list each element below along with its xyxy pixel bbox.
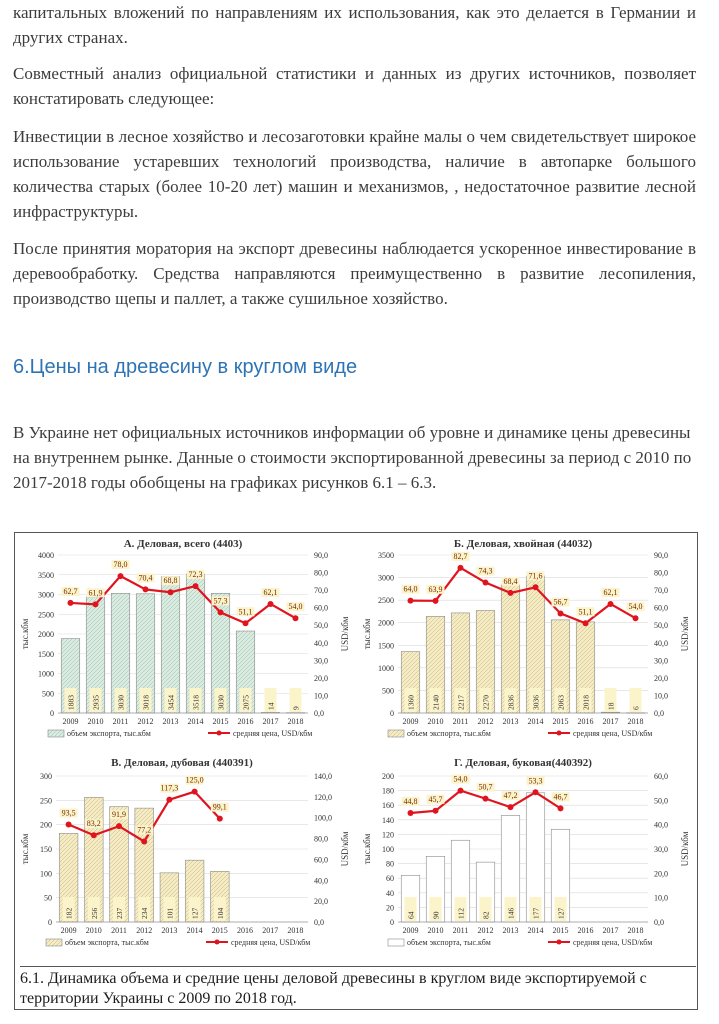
- y2-tick-label: 50,0: [314, 621, 328, 631]
- y-tick-label: 2500: [38, 610, 54, 620]
- price-point: [533, 584, 539, 590]
- x-tick-label: 2011: [111, 926, 127, 935]
- legend-line-label: средняя цена, USD/кбм: [233, 729, 313, 738]
- y-tick-label: 500: [42, 689, 54, 699]
- bar-data-label: 64: [406, 911, 416, 919]
- y-axis-label: тыс.кбм: [20, 833, 30, 865]
- paragraph-investments-intro: капитальных вложений по направлениям их использования, как это делается в Германии и других странах.: [13, 3, 696, 47]
- y2-tick-label: 60,0: [654, 603, 668, 613]
- price-data-label: 53,3: [528, 776, 543, 786]
- y2-tick-label: 80,0: [314, 568, 328, 578]
- chart-b-coniferous: [358, 535, 696, 747]
- x-tick-label: 2009: [62, 717, 79, 726]
- y-tick-label: 120: [382, 830, 394, 840]
- price-data-label: 45,7: [428, 794, 443, 804]
- price-data-label: 54,0: [288, 602, 303, 612]
- y-tick-label: 2000: [38, 630, 54, 639]
- y2-tick-label: 70,0: [654, 586, 668, 596]
- y2-tick-label: 0,0: [654, 918, 664, 927]
- bar-data-label: 3518: [191, 695, 201, 710]
- chart-c-svg: [16, 754, 356, 964]
- y2-tick-label: 60,0: [314, 603, 328, 613]
- x-tick-label: 2012: [477, 717, 494, 726]
- legend-line-label: средняя цена, USD/кбм: [573, 729, 653, 738]
- bar-data-label: 3454: [166, 695, 176, 710]
- y2-tick-label: 20,0: [314, 897, 328, 907]
- price-data-label: 47,2: [503, 791, 518, 801]
- price-data-label: 44,8: [403, 796, 418, 806]
- paragraph-price-sources: В Украине нет официальных источников информации об уровне и динамике цены древесины на внутреннем рынке. Данные о стоимости экспортированной древесины за период с 2010 по 2017-2018 годы обобщены на графиках рисунков 6.1 – 6.3.: [13, 423, 692, 492]
- y-axis-label: тыс.кбм: [362, 618, 372, 650]
- x-tick-label: 2013: [162, 717, 179, 726]
- price-data-label: 91,9: [112, 810, 126, 820]
- legend-bar-swatch: [388, 939, 404, 946]
- y2-tick-label: 0,0: [314, 709, 324, 718]
- x-tick-label: 2013: [161, 926, 178, 935]
- x-tick-label: 2017: [602, 926, 619, 935]
- legend-line-marker: [557, 731, 562, 736]
- y-tick-label: 3000: [378, 573, 394, 583]
- x-tick-label: 2015: [552, 717, 569, 726]
- legend-line-marker: [215, 940, 220, 945]
- bar-data-label: 3036: [531, 695, 541, 710]
- price-data-label: 68,4: [503, 576, 518, 586]
- price-data-label: 54,0: [628, 602, 643, 612]
- y2-tick-label: 30,0: [654, 656, 668, 666]
- chart-c-oak: [16, 754, 356, 964]
- chart-c-title: В. Деловая, дубовая (440391): [111, 757, 253, 769]
- y-tick-label: 100: [382, 845, 394, 854]
- bar-data-label: 2063: [556, 695, 566, 710]
- y2-axis-label: USD/кбм: [340, 831, 350, 867]
- bar-data-label: 256: [89, 907, 99, 919]
- bar-data-label: 9: [291, 706, 301, 710]
- price-data-label: 82,7: [453, 551, 468, 561]
- bar-data-label: 2075: [241, 695, 251, 710]
- y-tick-label: 80: [386, 859, 394, 869]
- y-tick-label: 20: [386, 903, 394, 913]
- bar-data-label: 82: [481, 911, 491, 919]
- legend-line-label: средняя цена, USD/кбм: [231, 938, 311, 947]
- bar-data-label: 127: [190, 907, 200, 919]
- x-tick-label: 2012: [136, 926, 153, 935]
- price-data-label: 93,5: [61, 808, 76, 818]
- x-tick-label: 2013: [502, 717, 519, 726]
- x-tick-label: 2016: [237, 717, 254, 726]
- y2-tick-label: 60,0: [314, 855, 328, 865]
- price-point: [483, 796, 489, 802]
- y2-axis-label: USD/кбм: [680, 831, 690, 867]
- y-tick-label: 200: [40, 820, 52, 830]
- y-tick-label: 4000: [38, 551, 54, 560]
- chart-a-total: [16, 535, 356, 747]
- bar-data-label: 182: [64, 907, 74, 919]
- price-data-label: 51,1: [238, 607, 253, 617]
- y2-tick-label: 80,0: [314, 834, 328, 844]
- y2-tick-label: 30,0: [654, 845, 668, 854]
- y2-tick-label: 40,0: [314, 876, 328, 886]
- x-tick-label: 2017: [262, 926, 279, 935]
- price-point: [583, 620, 589, 626]
- y2-tick-label: 20,0: [654, 869, 668, 879]
- y-tick-label: 500: [382, 686, 394, 696]
- price-point: [243, 620, 249, 626]
- chart-d-svg: [358, 754, 696, 964]
- price-data-label: 57,3: [213, 596, 228, 606]
- x-tick-label: 2016: [577, 926, 594, 935]
- y2-tick-label: 40,0: [654, 820, 668, 830]
- y2-tick-label: 10,0: [654, 893, 668, 903]
- y-tick-label: 60: [386, 874, 394, 884]
- chart-b-svg: [358, 535, 696, 747]
- legend-bar-label: объем экспорта, тыс.кбм: [407, 938, 491, 947]
- price-data-label: 117,3: [160, 783, 179, 793]
- x-tick-label: 2017: [262, 717, 279, 726]
- y-tick-label: 1000: [38, 669, 54, 679]
- price-data-label: 64,0: [403, 584, 418, 594]
- y-tick-label: 1500: [38, 649, 54, 659]
- y2-tick-label: 10,0: [314, 691, 328, 701]
- bar-data-label: 1360: [406, 695, 416, 710]
- price-point: [558, 610, 564, 616]
- x-tick-label: 2010: [427, 926, 444, 935]
- price-point: [433, 598, 439, 604]
- price-data-label: 70,4: [138, 573, 153, 583]
- bar-data-label: 2217: [456, 695, 466, 710]
- legend-line-marker: [557, 940, 562, 945]
- y-tick-label: 2000: [378, 618, 394, 628]
- y-tick-label: 0: [48, 918, 52, 927]
- x-tick-label: 2015: [211, 926, 228, 935]
- price-data-label: 72,3: [188, 570, 203, 580]
- y-tick-label: 2500: [378, 596, 394, 606]
- y-tick-label: 200: [382, 772, 394, 781]
- x-tick-label: 2015: [552, 926, 569, 935]
- price-point: [168, 589, 174, 595]
- y-tick-label: 3500: [38, 570, 54, 580]
- y2-tick-label: 20,0: [654, 673, 668, 683]
- y2-tick-label: 60,0: [654, 772, 668, 781]
- x-tick-label: 2018: [287, 926, 304, 935]
- y2-tick-label: 140,0: [314, 772, 332, 781]
- price-point: [293, 615, 299, 621]
- price-point: [508, 804, 514, 810]
- y-tick-label: 50: [44, 893, 52, 903]
- price-point: [192, 789, 198, 795]
- price-point: [217, 816, 223, 822]
- legend-bar-label: объем экспорта, тыс.кбм: [67, 729, 151, 738]
- price-point: [508, 590, 514, 596]
- price-point: [193, 583, 199, 589]
- y-tick-label: 160: [382, 801, 394, 811]
- y2-axis-label: USD/кбм: [340, 616, 350, 652]
- legend-line-label: средняя цена, USD/кбм: [573, 938, 653, 947]
- price-data-label: 68,8: [163, 576, 178, 586]
- price-point: [93, 601, 99, 607]
- x-tick-label: 2011: [452, 717, 469, 726]
- x-tick-label: 2013: [502, 926, 519, 935]
- legend-line-marker: [217, 731, 222, 736]
- price-point: [118, 573, 124, 579]
- bar-data-label: 3030: [116, 695, 126, 710]
- legend-bar-swatch: [388, 730, 404, 737]
- bar-data-label: 237: [115, 907, 124, 919]
- y-tick-label: 1000: [378, 663, 394, 673]
- bar-data-label: 2935: [91, 695, 101, 710]
- y-tick-label: 300: [40, 772, 52, 781]
- y-axis-label: тыс.кбм: [20, 618, 30, 650]
- price-data-label: 62,1: [263, 587, 278, 597]
- bar-data-label: 14: [266, 702, 276, 710]
- y-tick-label: 0: [50, 709, 54, 718]
- bar-data-label: 146: [506, 907, 516, 919]
- price-point: [68, 600, 74, 606]
- y2-tick-label: 90,0: [314, 551, 328, 560]
- price-data-label: 54,0: [453, 774, 468, 784]
- x-tick-label: 2014: [527, 926, 544, 935]
- y2-tick-label: 50,0: [654, 796, 668, 806]
- y2-tick-label: 0,0: [654, 709, 664, 718]
- x-tick-label: 2014: [186, 926, 203, 935]
- y-tick-label: 140: [382, 815, 394, 825]
- price-point: [458, 788, 464, 794]
- chart-d-title: Г. Деловая, буковая(440392): [454, 757, 592, 769]
- y2-tick-label: 90,0: [654, 551, 668, 560]
- bar-data-label: 18: [606, 702, 616, 710]
- price-data-label: 63,9: [428, 584, 443, 594]
- y-tick-label: 0: [390, 709, 394, 718]
- y2-tick-label: 80,0: [654, 568, 668, 578]
- x-tick-label: 2010: [87, 717, 104, 726]
- price-data-label: 71,6: [528, 571, 543, 581]
- x-tick-label: 2016: [577, 717, 594, 726]
- x-tick-label: 2011: [112, 717, 129, 726]
- x-tick-label: 2009: [402, 926, 419, 935]
- price-point: [433, 808, 439, 814]
- x-tick-label: 2014: [187, 717, 204, 726]
- price-data-label: 56,7: [553, 597, 568, 607]
- bar-data-label: 2018: [581, 695, 591, 710]
- chart-d-beech: [358, 754, 696, 964]
- bar-data-label: 6: [631, 706, 641, 710]
- paragraph-analysis: Совместный анализ официальной статистики и данных из других источников, позволяет констатировать следующее:: [13, 64, 696, 108]
- legend-bar-label: объем экспорта, тыс.кбм: [407, 729, 491, 738]
- price-point: [218, 609, 224, 615]
- y-tick-label: 40: [386, 888, 394, 898]
- y2-axis-label: USD/кбм: [680, 616, 690, 652]
- price-point: [533, 789, 539, 795]
- bar-data-label: 112: [456, 908, 466, 919]
- y2-tick-label: 100,0: [314, 813, 332, 823]
- x-tick-label: 2010: [427, 717, 444, 726]
- y-tick-label: 3000: [38, 590, 54, 600]
- x-tick-label: 2015: [212, 717, 229, 726]
- x-tick-label: 2011: [452, 926, 469, 935]
- bar-data-label: 234: [140, 907, 150, 919]
- y2-tick-label: 70,0: [314, 586, 328, 596]
- x-tick-label: 2018: [287, 717, 304, 726]
- legend-bar-swatch: [46, 939, 62, 946]
- price-data-label: 61,9: [88, 588, 103, 598]
- price-point: [408, 810, 414, 816]
- price-data-label: 83,2: [86, 819, 101, 829]
- y2-tick-label: 40,0: [314, 638, 328, 648]
- price-data-label: 51,1: [578, 607, 593, 617]
- price-data-label: 46,7: [553, 792, 568, 802]
- price-point: [483, 580, 489, 586]
- price-data-label: 78,0: [113, 560, 128, 570]
- legend-bar-swatch: [48, 730, 64, 737]
- y-tick-label: 0: [390, 918, 394, 927]
- price-point: [458, 565, 464, 571]
- x-tick-label: 2012: [137, 717, 154, 726]
- bar-data-label: 2140: [431, 695, 441, 710]
- bar-data-label: 3018: [141, 695, 151, 710]
- price-point: [608, 601, 614, 607]
- price-data-label: 50,7: [478, 782, 493, 792]
- bar-data-label: 127: [556, 907, 566, 919]
- x-tick-label: 2017: [602, 717, 619, 726]
- y2-tick-label: 30,0: [314, 656, 328, 666]
- legend-bar-label: объем экспорта, тыс.кбм: [65, 938, 149, 947]
- chart-a-svg: [16, 535, 356, 747]
- price-point: [91, 832, 97, 838]
- bar-data-label: 90: [431, 911, 441, 919]
- price-data-label: 99,1: [212, 802, 227, 812]
- y2-tick-label: 40,0: [654, 638, 668, 648]
- bar-data-label: 2836: [506, 695, 516, 710]
- bar-data-label: 1883: [66, 695, 76, 710]
- y-axis-label: тыс.кбм: [362, 833, 372, 865]
- x-tick-label: 2018: [627, 926, 644, 935]
- x-tick-label: 2010: [85, 926, 102, 935]
- price-point: [166, 797, 172, 803]
- x-tick-label: 2018: [627, 717, 644, 726]
- paragraph-moratorium: После принятия моратория на экспорт древесины наблюдается ускоренное инвестирование в деревообработку. Средства направляются преимущественно в развитие лесопиления, производство щепы и паллет, а также сушильное хозяйство.: [13, 239, 696, 308]
- bar-data-label: 2270: [481, 695, 491, 710]
- price-point: [408, 598, 414, 604]
- y2-tick-label: 0,0: [314, 918, 324, 927]
- y-tick-label: 180: [382, 786, 394, 796]
- price-point: [633, 615, 639, 621]
- chart-a-title: А. Деловая, всего (4403): [123, 538, 243, 550]
- price-point: [66, 821, 72, 827]
- y-tick-label: 150: [40, 845, 52, 854]
- y2-tick-label: 10,0: [654, 691, 668, 701]
- bar-data-label: 3030: [216, 695, 226, 710]
- price-point: [141, 838, 147, 844]
- price-data-label: 125,0: [185, 775, 204, 785]
- bar-data-label: 104: [215, 907, 225, 919]
- price-point: [268, 601, 274, 607]
- price-data-label: 62,1: [603, 587, 618, 597]
- paragraph-forestry-investment: Инвестиции в лесное хозяйство и лесозаготовки крайне малы о чем свидетельствует широкое использование устаревших технологий производства, наличие в автопарке большого количества старых (более 10-20 лет) машин и механизмов, , недостаточное развитие лесной инфраструктуры.: [13, 127, 696, 221]
- figure-caption: 6.1. Динамика объема и средние цены деловой древесины в круглом виде экспортируемой с территории Украины с 2009 по 2018 год.: [20, 966, 696, 1009]
- price-data-label: 77,2: [137, 825, 152, 835]
- price-point: [116, 823, 122, 829]
- x-tick-label: 2009: [402, 717, 419, 726]
- price-data-label: 62,7: [63, 586, 78, 596]
- y2-tick-label: 20,0: [314, 673, 328, 683]
- x-tick-label: 2012: [477, 926, 494, 935]
- y-tick-label: 1500: [378, 641, 394, 651]
- x-tick-label: 2009: [60, 926, 77, 935]
- y-tick-label: 100: [40, 869, 52, 879]
- chart-b-title: Б. Деловая, хвойная (44032): [453, 538, 593, 550]
- y2-tick-label: 120,0: [314, 792, 332, 802]
- y-tick-label: 3500: [378, 551, 394, 560]
- section-heading: 6.Цены на древесину в круглом виде: [13, 356, 358, 378]
- bar-data-label: 177: [531, 907, 541, 919]
- price-data-label: 74,3: [478, 566, 493, 576]
- y2-tick-label: 50,0: [654, 621, 668, 631]
- bar-data-label: 101: [165, 907, 175, 919]
- x-tick-label: 2016: [237, 926, 253, 935]
- price-point: [143, 586, 149, 592]
- price-point: [558, 805, 564, 811]
- x-tick-label: 2014: [527, 717, 544, 726]
- y-tick-label: 250: [40, 796, 52, 806]
